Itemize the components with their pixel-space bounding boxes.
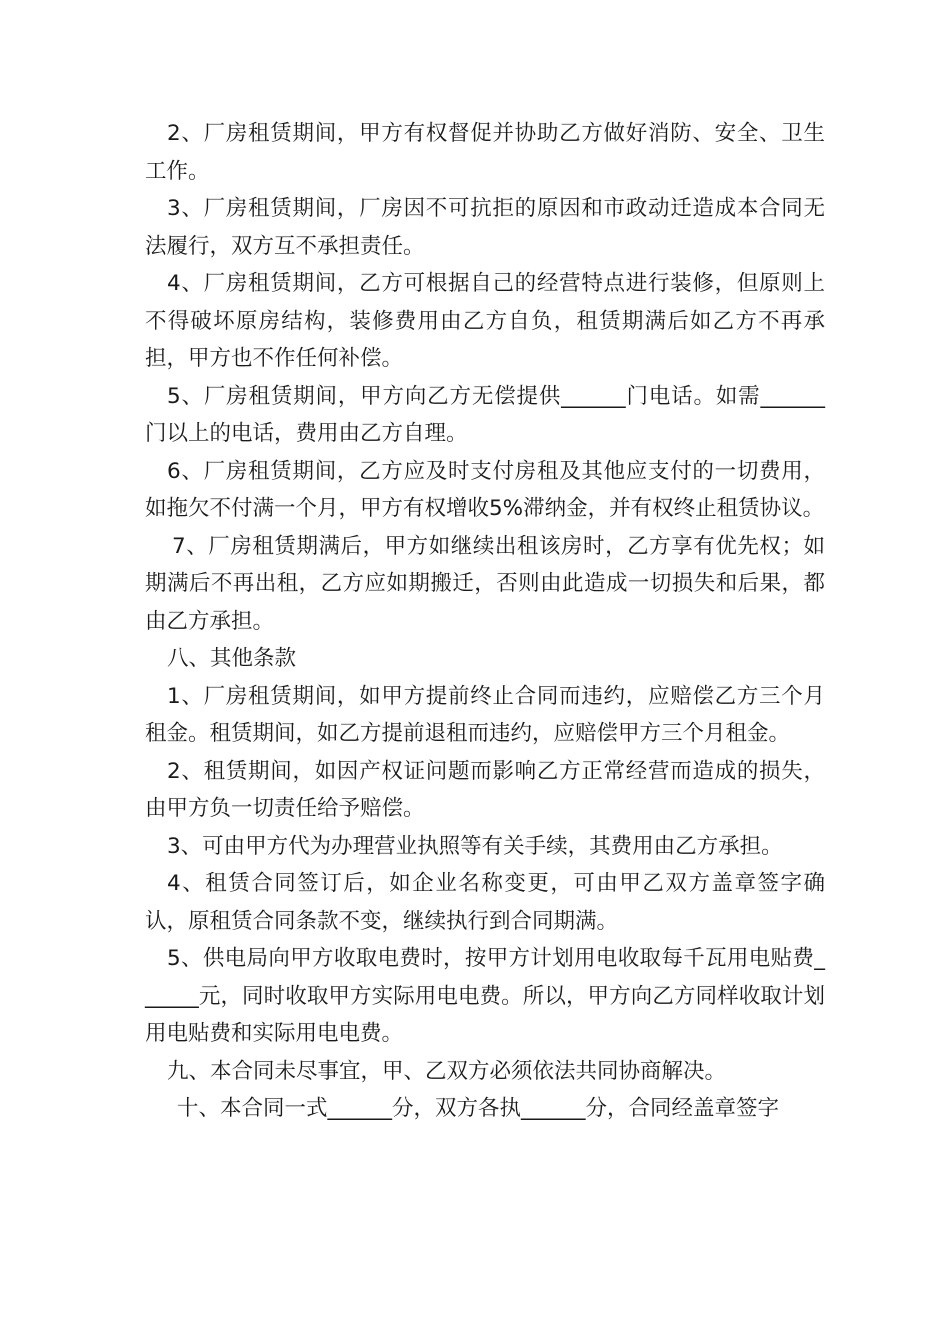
section-heading: 十、本合同一式______分，双方各执______分，合同经盖章签字 — [177, 1096, 780, 1121]
clause-paragraph: 6、厂房租赁期间，乙方应及时支付房租及其他应支付的一切费用，如拖欠不付满一个月，甲方有权增收5%滞纳金，并有权终止租赁协议。 — [145, 458, 825, 521]
clause-paragraph: 2、厂房租赁期间，甲方有权督促并协助乙方做好消防、安全、卫生工作。 — [145, 121, 825, 184]
clause-paragraph: 2、租赁期间，如因产权证问题而影响乙方正常经营而造成的损失，由甲方负一切责任给予赔偿。 — [145, 758, 825, 821]
clause-paragraph: 5、供电局向甲方收取电费时，按甲方计划用电收取每千瓦用电贴费______元，同时收取甲方实际用电电费。所以，甲方向乙方同样收取计划用电贴费和实际用电电费。 — [145, 946, 825, 1046]
document-body — [145, 115, 825, 1128]
clause-paragraph: 4、租赁合同签订后，如企业名称变更，可由甲乙双方盖章签字确认，原租赁合同条款不变，继续执行到合同期满。 — [145, 871, 825, 934]
clause-paragraph: 3、可由甲方代为办理营业执照等有关手续，其费用由乙方承担。 — [167, 833, 783, 859]
clause-paragraph: 5、厂房租赁期间，甲方向乙方无偿提供______门电话。如需______门以上的电话，费用由乙方自理。 — [145, 383, 825, 446]
clause-paragraph: 1、厂房租赁期间，如甲方提前终止合同而违约，应赔偿乙方三个月租金。租赁期间，如乙方提前退租而违约，应赔偿甲方三个月租金。 — [145, 683, 825, 746]
clause-paragraph: 4、厂房租赁期间，乙方可根据自己的经营特点进行装修，但原则上不得破坏原房结构，装修费用由乙方自负，租赁期满后如乙方不再承担，甲方也不作任何补偿。 — [145, 271, 825, 371]
section-heading: 九、本合同未尽事宜，甲、乙双方必须依法共同协商解决。 — [167, 1058, 727, 1084]
section-heading: 八、其他条款 — [167, 646, 297, 671]
clause-paragraph: 3、厂房租赁期间，厂房因不可抗拒的原因和市政动迁造成本合同无法履行，双方互不承担责任。 — [145, 196, 825, 259]
clause-paragraph: 7、厂房租赁期满后，甲方如继续出租该房时，乙方享有优先权；如期满后不再出租，乙方应如期搬迁，否则由此造成一切损失和后果，都由乙方承担。 — [145, 533, 825, 634]
